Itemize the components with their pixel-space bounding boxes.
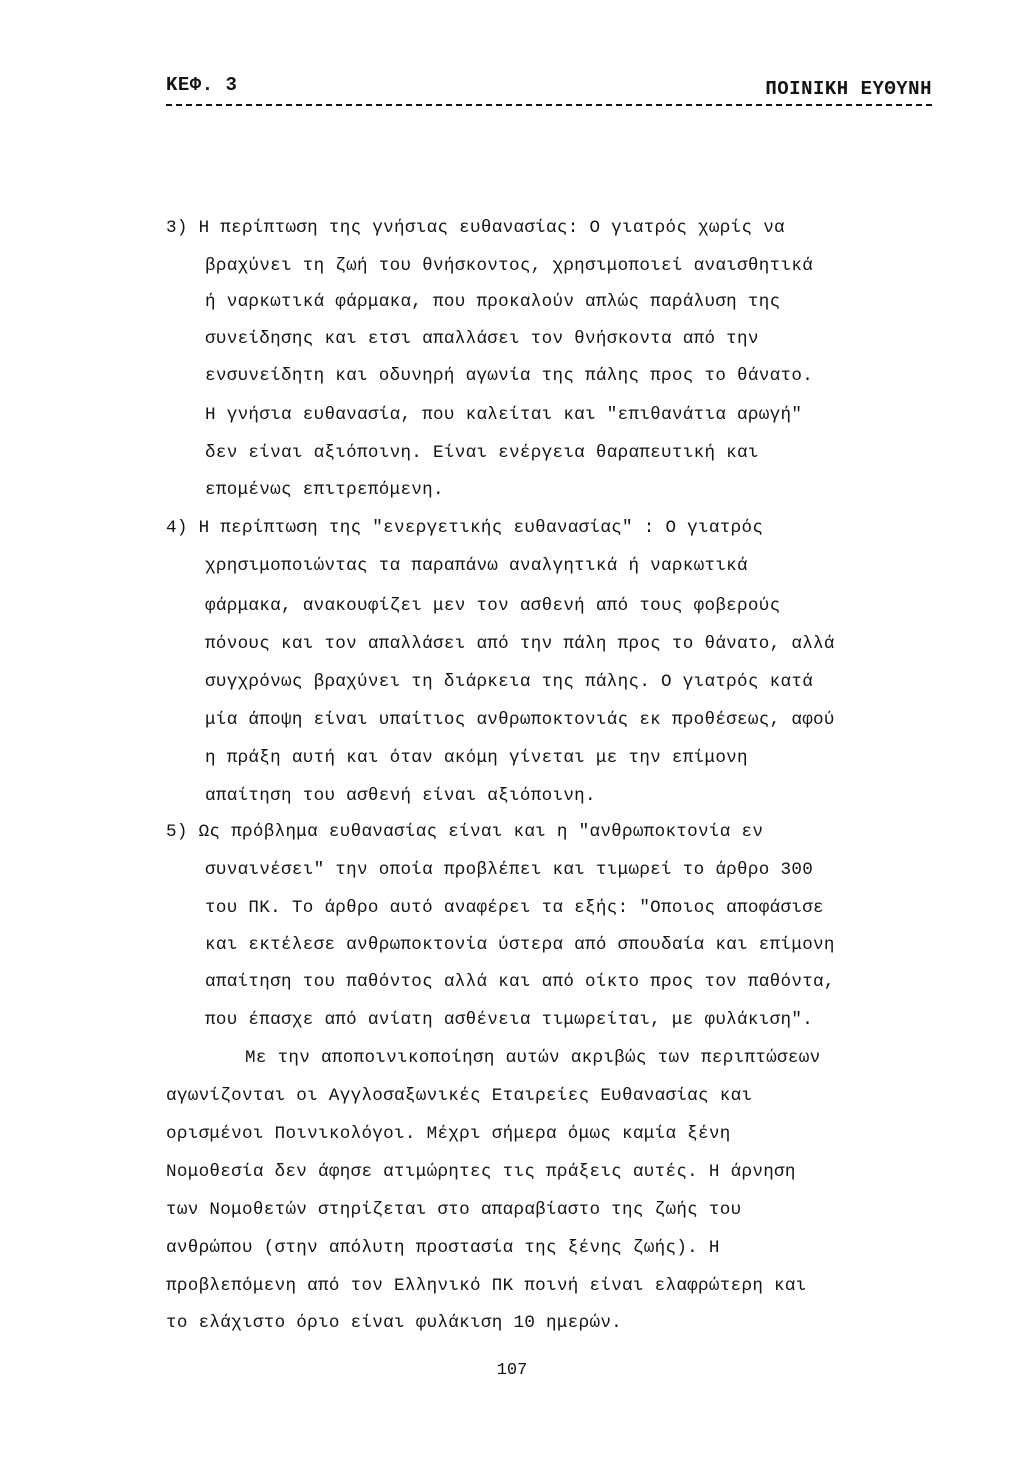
text-line: το ελάχιστο όριο είναι φυλάκιση 10 ημερών.	[166, 1313, 623, 1333]
text-line: 4) Η περίπτωση της "ενεργετικής ευθανασίας" : Ο γιατρός	[166, 518, 764, 538]
text-line: συνείδησης και ετσι απαλλάσει τον θνήσκοντα από την	[205, 329, 759, 349]
text-line: 3) Η περίπτωση της γνήσιας ευθανασίας: Ο γιατρός χωρίς να	[166, 218, 785, 238]
text-line: που έπασχε από ανίατη ασθένεια τιμωρείται, με φυλάκιση".	[205, 1010, 814, 1030]
running-title: ΠΟΙΝΙΚΗ ΕΥΘΥΝΗ	[765, 78, 932, 100]
text-line: χρησιμοποιώντας τα παραπάνω αναλγητικά ή ναρκωτικά	[205, 556, 748, 576]
text-line: η πράξη αυτή και όταν ακόμη γίνεται με την επίμονη	[205, 748, 748, 768]
text-line: προβλεπόμενη από τον Ελληνικό ΠΚ ποινή είναι ελαφρώτερη και	[166, 1276, 807, 1296]
text-line: απαίτηση του ασθενή είναι αξιόποινη.	[205, 786, 596, 806]
text-line: του ΠΚ. Το άρθρο αυτό αναφέρει τα εξής: "Οποιος αποφάσισε	[205, 898, 824, 918]
text-line: 5) Ως πρόβλημα ευθανασίας είναι και η "ανθρωποκτονία εν	[166, 822, 764, 842]
text-line: δεν είναι αξιόποινη. Είναι ενέργεια θαραπευτική και	[205, 443, 759, 463]
text-line: αγωνίζονται οι Αγγλοσαξωνικές Εταιρείες Ευθανασίας και	[166, 1086, 753, 1106]
text-line: ανθρώπου (στην απόλυτη προστασία της ξένης ζωής). Η	[166, 1238, 720, 1258]
text-line: Με την αποποινικοποίηση αυτών ακριβώς των περιπτώσεων	[245, 1048, 821, 1068]
text-line: μία άποψη είναι υπαίτιος ανθρωποκτονιάς εκ προθέσεως, αφού	[205, 710, 835, 730]
text-line: συγχρόνως βραχύνει τη διάρκεια της πάλης. Ο γιατρός κατά	[205, 672, 814, 692]
text-line: Η γνήσια ευθανασία, που καλείται και "επιθανάτια αρωγή"	[205, 405, 803, 425]
text-line: επομένως επιτρεπόμενη.	[205, 480, 444, 500]
text-line: συναινέσει" την οποία προβλέπει και τιμωρεί το άρθρο 300	[205, 860, 814, 880]
text-line: ενσυνείδητη και οδυνηρή αγωνία της πάλης προς το θάνατο.	[205, 366, 814, 386]
text-line: των Νομοθετών στηρίζεται στο απαραβίαστο της ζωής του	[166, 1200, 742, 1220]
text-line: πόνους και τον απαλλάσει από την πάλη προς το θάνατο, αλλά	[205, 634, 835, 654]
page-number: 107	[496, 1361, 528, 1380]
page-header	[166, 74, 932, 124]
text-line: και εκτέλεσε ανθρωποκτονία ύστερα από σπουδαία και επίμονη	[205, 935, 835, 955]
text-line: ή ναρκωτικά φάρμακα, που προκαλούν απλώς παράλυση της	[205, 292, 781, 312]
text-line: απαίτηση του παθόντος αλλά και από οίκτο προς τον παθόντα,	[205, 972, 835, 992]
text-line: φάρμακα, ανακουφίζει μεν τον ασθενή από τους φοβερούς	[205, 596, 781, 616]
header-dashed-rule	[166, 104, 932, 106]
chapter-label: ΚΕΦ. 3	[166, 74, 238, 96]
text-line: Νομοθεσία δεν άφησε ατιμώρητες τις πράξεις αυτές. Η άρνηση	[166, 1162, 796, 1182]
text-line: ορισμένοι Ποινικολόγοι. Μέχρι σήμερα όμως καμία ξένη	[166, 1124, 731, 1144]
text-line: βραχύνει τη ζωή του θνήσκοντος, χρησιμοποιεί αναισθητικά	[205, 256, 814, 276]
